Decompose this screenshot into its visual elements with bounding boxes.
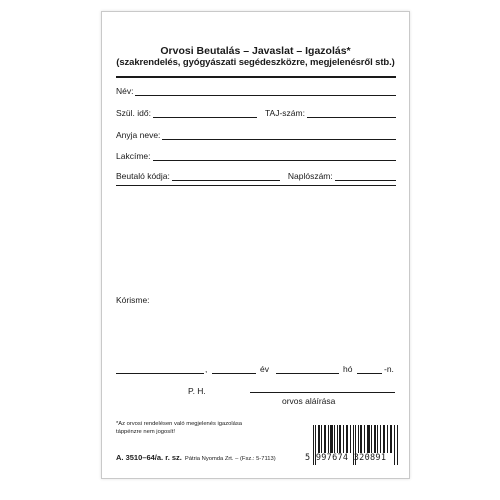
month-label: hó xyxy=(343,364,353,374)
header-divider xyxy=(116,76,396,78)
section-divider xyxy=(116,185,396,186)
form-code: A. 3510–64/a. r. sz. xyxy=(116,453,182,462)
publisher: Pátria Nyomda Zrt. – (Fsz.: 5-7113) xyxy=(184,456,276,462)
taj-field[interactable] xyxy=(307,109,396,118)
address-field[interactable] xyxy=(153,152,397,161)
place-field[interactable] xyxy=(116,373,204,374)
birth-date-label: Szül. idő: xyxy=(116,108,151,118)
month-field[interactable] xyxy=(276,373,339,374)
diagnosis-label: Kórisme: xyxy=(116,295,150,305)
taj-label: TAJ-szám: xyxy=(264,108,305,118)
year-label: év xyxy=(260,364,269,374)
form-code-line xyxy=(116,453,276,464)
log-number-label: Naplószám: xyxy=(287,171,333,181)
barcode-number: 5 997674 320891 xyxy=(305,453,387,463)
form-title: Orvosi Beutalás – Javaslat – Igazolás* xyxy=(160,45,351,57)
year-field[interactable] xyxy=(212,373,256,374)
referrer-code-field[interactable] xyxy=(172,172,280,181)
birth-date-field[interactable] xyxy=(153,109,257,118)
mother-row xyxy=(116,128,396,140)
mother-name-field[interactable] xyxy=(162,131,396,140)
birth-row xyxy=(116,106,396,118)
mother-name-label: Anyja neve: xyxy=(116,130,161,140)
log-number-field[interactable] xyxy=(335,172,396,181)
day-suffix: -n. xyxy=(384,364,394,374)
name-field[interactable] xyxy=(135,87,396,96)
date-comma: , xyxy=(205,364,208,374)
address-row xyxy=(116,149,396,161)
day-field[interactable] xyxy=(357,373,382,374)
referrer-code-label: Beutaló kódja: xyxy=(116,171,170,181)
form-subtitle: (szakrendelés, gyógyászati segédeszközre, megjelenésről stb.) xyxy=(116,57,395,68)
signature-label: orvos aláírása xyxy=(282,396,336,406)
footnote: *Az orvosi rendelésen való megjelenés igazolása táppénzre nem jogosít! xyxy=(116,421,242,435)
referral-form xyxy=(101,11,410,479)
name-row xyxy=(116,84,396,96)
stamp-label: P. H. xyxy=(188,386,206,396)
name-label: Név: xyxy=(116,86,134,96)
address-label: Lakcíme: xyxy=(116,151,151,161)
diagnosis-area[interactable] xyxy=(116,308,396,360)
signature-field[interactable] xyxy=(250,392,395,393)
referrer-row xyxy=(116,169,396,181)
